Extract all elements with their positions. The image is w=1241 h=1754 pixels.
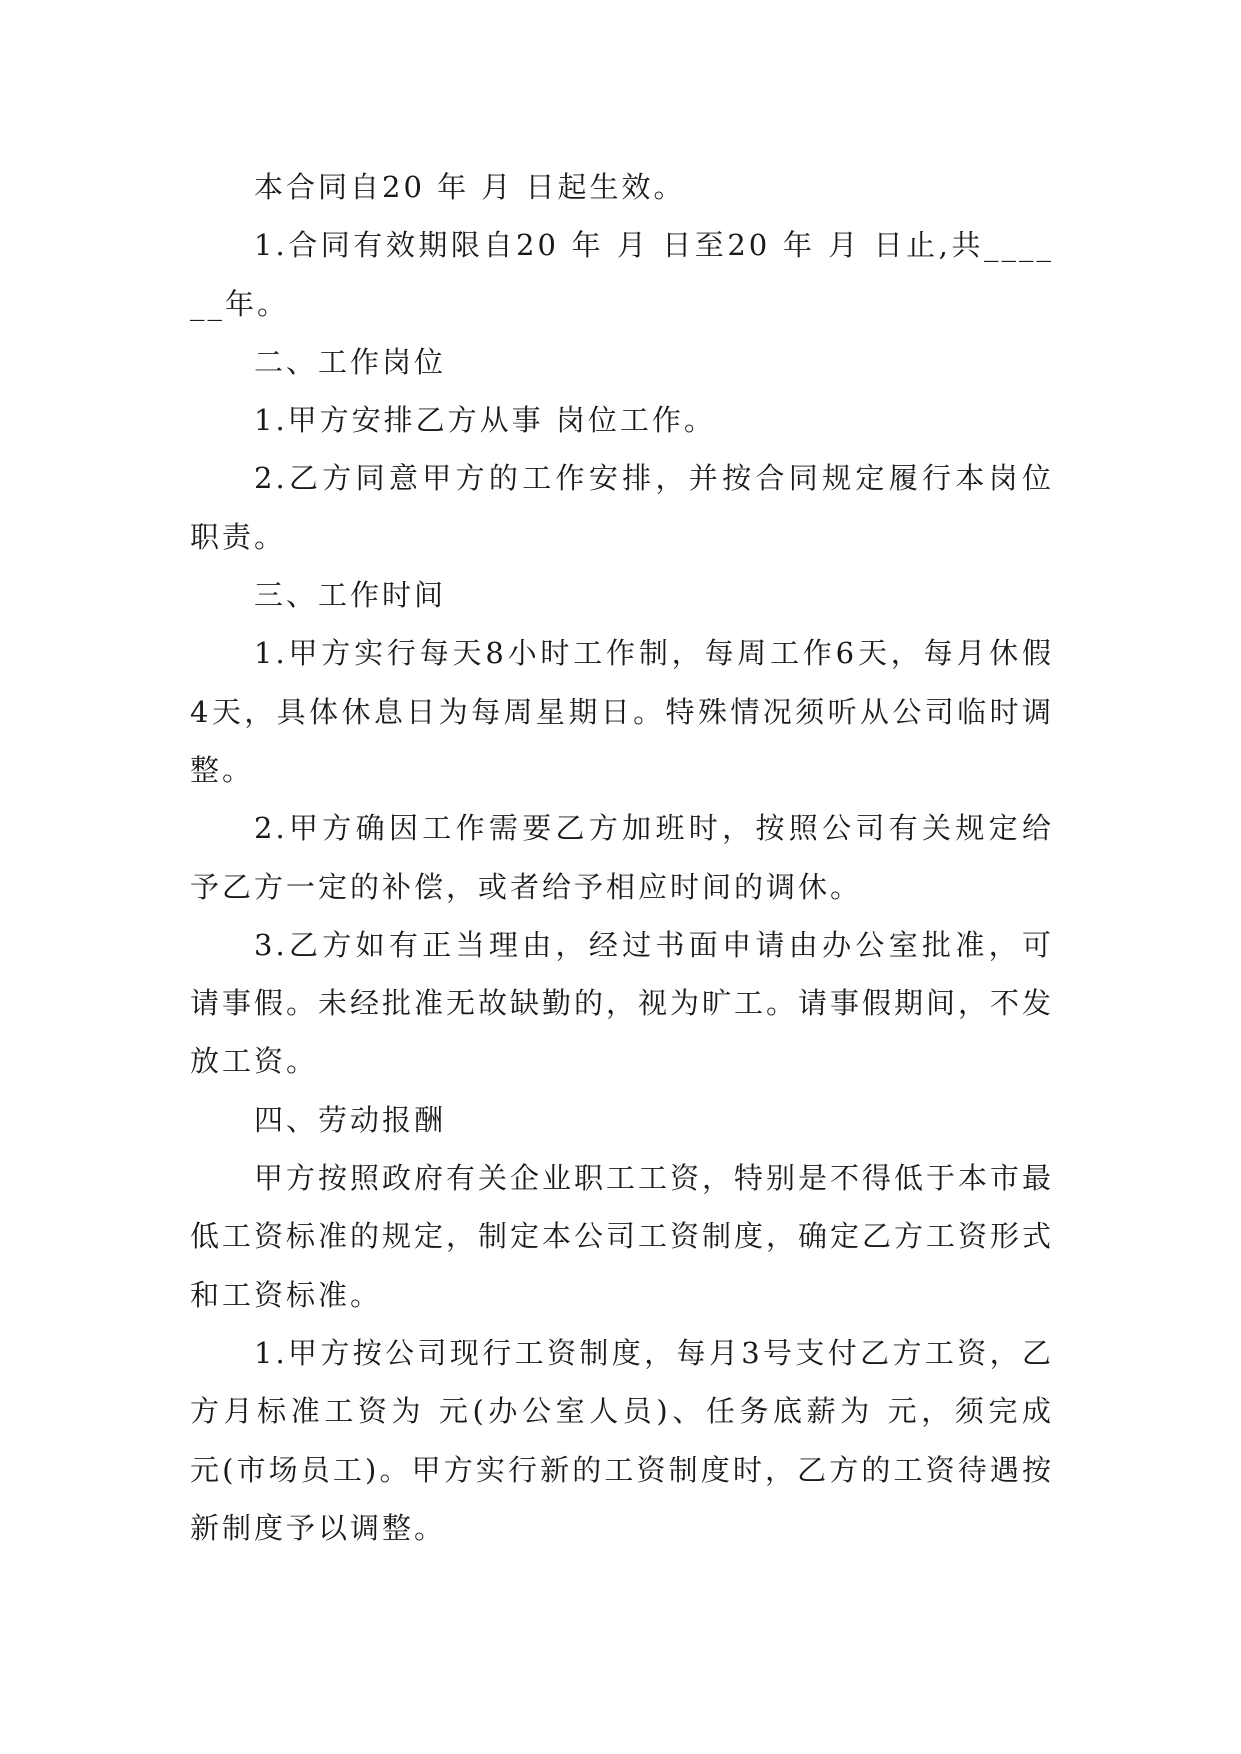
paragraph-job-agreement: 2.乙方同意甲方的工作安排，并按合同规定履行本岗位职责。 — [190, 461, 1054, 554]
document-body — [190, 158, 1067, 1557]
section-heading-job-position: 二、工作岗位 — [254, 344, 447, 379]
section-heading-remuneration: 四、劳动报酬 — [254, 1102, 447, 1137]
paragraph-effective-date: 本合同自20 年 月 日起生效。 — [254, 170, 686, 204]
paragraph-leave: 3.乙方如有正当理由，经过书面申请由办公室批准，可请事假。未经批准无故缺勤的，视为旷工。请事假期间，不发放工资。 — [190, 927, 1055, 1079]
section-heading-working-hours: 三、工作时间 — [254, 578, 447, 613]
paragraph-work-schedule: 1.甲方实行每天8小时工作制，每周工作6天，每月休假4天，具体休息日为每周星期日。特殊情况须听从公司临时调整。 — [190, 636, 1054, 787]
paragraph-contract-term: 1.合同有效期限自20 年 月 日至20 年 月 日止,共______年。 — [190, 228, 1054, 321]
paragraph-wage-policy: 甲方按照政府有关企业职工工资，特别是不得低于本市最低工资标准的规定，制定本公司工资制度，确定乙方工资形式和工资标准。 — [190, 1161, 1055, 1312]
paragraph-job-assignment: 1.甲方安排乙方从事 岗位工作。 — [254, 403, 716, 438]
paragraph-wage-payment: 1.甲方按公司现行工资制度，每月3号支付乙方工资，乙方月标准工资为 元(办公室人员)、任务底薪为 元，须完成 元(市场员工)。甲方实行新的工资制度时，乙方的工资待遇按新制度予以调整。 — [190, 1335, 1067, 1545]
paragraph-overtime: 2.甲方确因工作需要乙方加班时，按照公司有关规定给予乙方一定的补偿，或者给予相应时间的调休。 — [190, 811, 1054, 904]
